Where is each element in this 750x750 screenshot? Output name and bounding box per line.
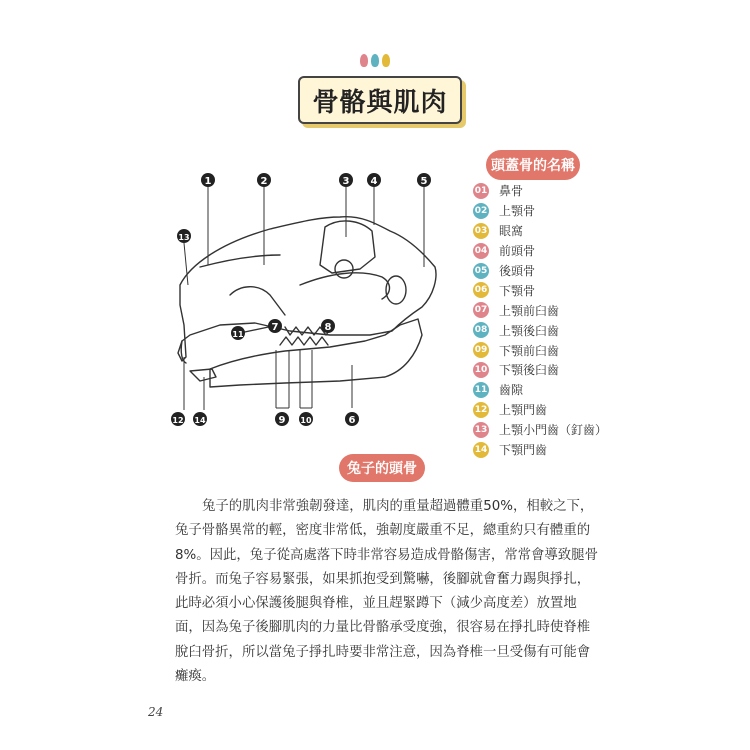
legend-item bbox=[473, 320, 733, 340]
legend-item bbox=[473, 280, 733, 300]
svg-text:11: 11 bbox=[232, 330, 244, 339]
orbit-circle bbox=[335, 260, 353, 278]
svg-text:9: 9 bbox=[278, 415, 286, 426]
paw-decoration-icon bbox=[360, 54, 400, 74]
zygomatic-arch bbox=[300, 273, 390, 299]
legend-item bbox=[473, 440, 733, 460]
svg-text:2: 2 bbox=[260, 176, 268, 187]
diagram-caption: 兔子的頭骨 bbox=[339, 454, 425, 482]
marker-7 bbox=[268, 319, 282, 333]
body-line: 面，因為兔子後腳肌肉的力量比骨骼承受度強，很容易在掙扎時使脊椎 bbox=[175, 620, 591, 636]
maxilla-line bbox=[230, 287, 285, 315]
body-paragraph bbox=[175, 495, 598, 689]
legend-number-badge: 08 bbox=[473, 322, 489, 338]
svg-text:10: 10 bbox=[300, 416, 312, 425]
marker-11 bbox=[231, 326, 245, 340]
marker-4 bbox=[367, 173, 381, 187]
legend-label: 下顎門齒 bbox=[499, 443, 548, 458]
legend-number-badge: 03 bbox=[473, 223, 489, 239]
legend-number-badge: 01 bbox=[473, 183, 489, 199]
legend-item bbox=[473, 360, 733, 380]
legend-number-badge: 10 bbox=[473, 362, 489, 378]
legend-item bbox=[473, 420, 733, 440]
marker-8 bbox=[321, 319, 335, 333]
orbit-outline bbox=[320, 221, 375, 273]
legend-number-badge: 14 bbox=[473, 442, 489, 458]
body-line: 此時必須小心保護後腿與脊椎，並且趕緊蹲下（減少高度差）放置地 bbox=[175, 596, 577, 612]
svg-text:5: 5 bbox=[420, 176, 428, 187]
legend-label: 下顎前臼齒 bbox=[499, 343, 560, 358]
legend-label: 上顎後臼齒 bbox=[499, 323, 560, 338]
legend-label: 齒隙 bbox=[499, 383, 524, 398]
lower-teeth bbox=[280, 337, 328, 345]
body-line: 脫臼骨折，所以當兔子掙扎時要非常注意，因為脊椎一旦受傷有可能會 bbox=[175, 644, 591, 660]
marker-14 bbox=[193, 412, 207, 426]
body-line: 8%。因此，兔子從高處落下時非常容易造成骨骼傷害，常常會導致腿骨 bbox=[175, 547, 598, 563]
legend-item bbox=[473, 340, 733, 360]
rabbit-skull-diagram bbox=[160, 165, 450, 430]
marker-12 bbox=[171, 412, 185, 426]
marker-9 bbox=[275, 412, 289, 426]
legend-label: 上顎前臼齒 bbox=[499, 303, 560, 318]
svg-text:14: 14 bbox=[194, 416, 206, 425]
page-title: 骨骼與肌肉 bbox=[298, 76, 462, 124]
legend-number-badge: 11 bbox=[473, 382, 489, 398]
svg-text:13: 13 bbox=[178, 233, 190, 242]
legend-label: 眼窩 bbox=[499, 224, 524, 239]
legend-number-badge: 13 bbox=[473, 422, 489, 438]
legend-number-badge: 02 bbox=[473, 203, 489, 219]
legend-number-badge: 05 bbox=[473, 263, 489, 279]
marker-3 bbox=[339, 173, 353, 187]
svg-text:8: 8 bbox=[324, 322, 332, 333]
legend-item bbox=[473, 261, 733, 281]
legend-label: 上顎門齒 bbox=[499, 403, 548, 418]
page-number: 24 bbox=[148, 705, 164, 719]
lower-incisor bbox=[190, 369, 216, 381]
body-line: 骨折。而兔子容易緊張，如果抓抱受到驚嚇，後腳就會奮力踢與掙扎， bbox=[175, 571, 591, 587]
legend-number-badge: 09 bbox=[473, 342, 489, 358]
svg-text:3: 3 bbox=[342, 176, 350, 187]
legend-label: 鼻骨 bbox=[499, 184, 524, 199]
svg-text:12: 12 bbox=[172, 416, 184, 425]
legend-item bbox=[473, 221, 733, 241]
legend-number-badge: 04 bbox=[473, 243, 489, 259]
legend-label: 上顎骨 bbox=[499, 204, 536, 219]
legend-item bbox=[473, 181, 733, 201]
nasal-line bbox=[200, 255, 280, 267]
legend-label: 上顎小門齒（釘齒） bbox=[499, 423, 608, 438]
title-banner bbox=[298, 68, 458, 120]
legend-item bbox=[473, 400, 733, 420]
legend-item bbox=[473, 201, 733, 221]
legend-heading: 頭蓋骨的名稱 bbox=[486, 150, 580, 180]
legend-label: 後頭骨 bbox=[499, 264, 536, 278]
svg-text:4: 4 bbox=[370, 176, 378, 187]
svg-text:7: 7 bbox=[271, 322, 279, 333]
legend-number-badge: 07 bbox=[473, 302, 489, 318]
marker-6 bbox=[345, 412, 359, 426]
legend-item bbox=[473, 380, 733, 400]
marker-13 bbox=[177, 229, 191, 243]
body-line: 兔子的肌肉非常強韌發達，肌肉的重量超過體重50%，相較之下， bbox=[202, 499, 594, 514]
svg-text:1: 1 bbox=[204, 176, 212, 187]
legend-number-badge: 06 bbox=[473, 282, 489, 298]
legend-label: 下顎骨 bbox=[499, 283, 536, 298]
legend-item bbox=[473, 241, 733, 261]
marker-5 bbox=[417, 173, 431, 187]
body-line: 兔子骨骼異常的輕，密度非常低，強韌度嚴重不足，總重約只有體重的 bbox=[175, 523, 591, 539]
svg-text:6: 6 bbox=[348, 415, 356, 426]
legend-label: 下顎後臼齒 bbox=[499, 363, 560, 378]
marker-1 bbox=[201, 173, 215, 187]
legend-item bbox=[473, 300, 733, 320]
marker-10 bbox=[299, 412, 313, 426]
body-line: 癱瘓。 bbox=[175, 669, 216, 685]
marker-2 bbox=[257, 173, 271, 187]
bone-legend bbox=[473, 181, 733, 459]
legend-label: 前頭骨 bbox=[499, 244, 536, 259]
skull-outline bbox=[178, 217, 436, 361]
legend-number-badge: 12 bbox=[473, 402, 489, 418]
